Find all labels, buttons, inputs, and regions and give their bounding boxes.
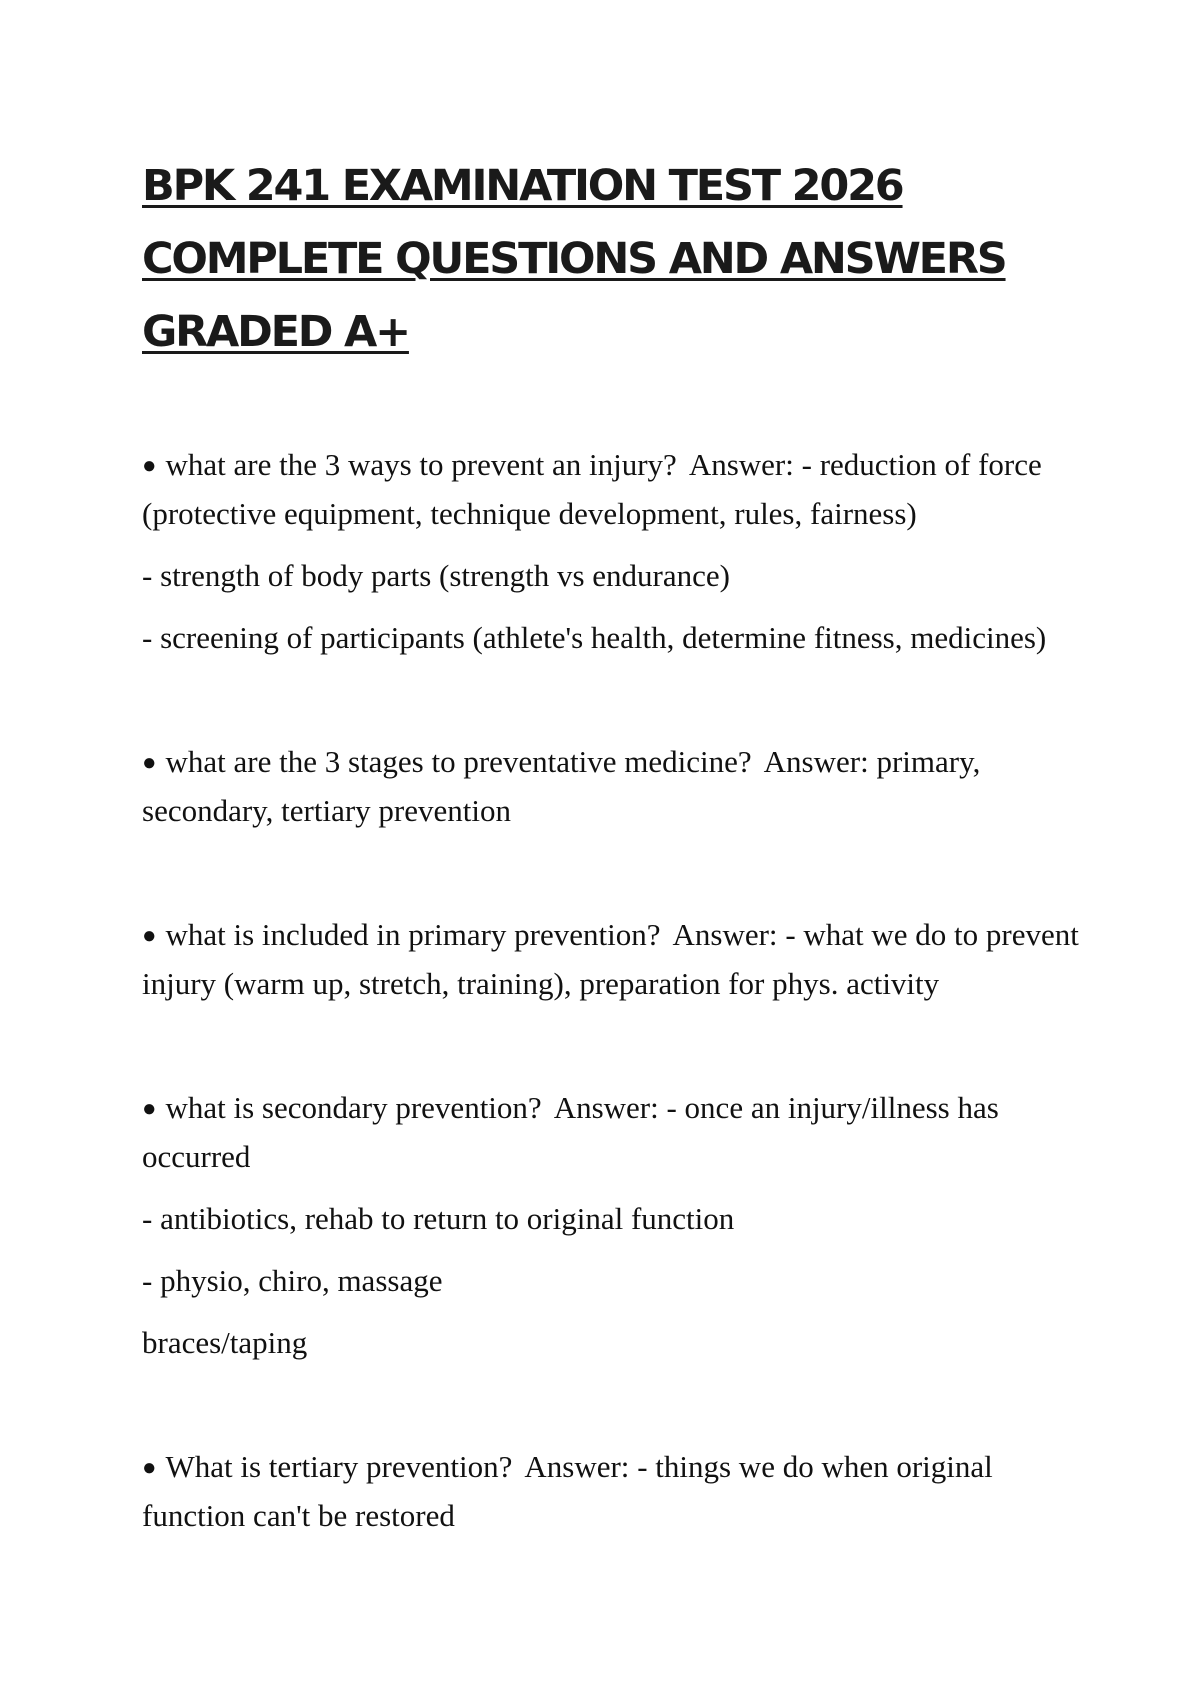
bullet-icon: ● — [142, 923, 157, 949]
qa-item — [142, 738, 1087, 834]
qa-item — [142, 441, 1087, 661]
bullet-icon: ● — [142, 1455, 157, 1481]
question-text: what is secondary prevention? — [165, 1090, 542, 1125]
bullet-icon: ● — [142, 750, 157, 776]
question-text: What is tertiary prevention? — [165, 1449, 513, 1484]
question-text: what are the 3 stages to preventative medicine? — [165, 744, 752, 779]
answer-text: - things we do when original function can't be restored — [142, 1449, 993, 1533]
answer-text: - what we do to prevent injury (warm up, stretch, training), preparation for phys. activity — [142, 917, 1079, 1001]
question-text: what is included in primary prevention? — [165, 917, 661, 952]
answer-line: - antibiotics, rehab to return to original function — [142, 1201, 735, 1236]
qa-list — [142, 441, 1087, 1616]
qa-question-line — [142, 441, 1087, 537]
document-title: BPK 241 EXAMINATION TEST 2026 COMPLETE QUESTIONS AND ANSWERS GRADED A+ — [142, 161, 1006, 357]
answer-line: - physio, chiro, massage — [142, 1263, 443, 1298]
answer-label: Answer: — [672, 917, 778, 952]
qa-item — [142, 911, 1087, 1007]
answer-label: Answer: — [553, 1090, 659, 1125]
answer-label: Answer: — [763, 744, 869, 779]
bullet-icon: ● — [142, 1096, 157, 1122]
bullet-icon: ● — [142, 453, 157, 479]
qa-question-line — [142, 911, 1087, 1007]
qa-question-line — [142, 1443, 1087, 1539]
answer-line: - screening of participants (athlete's health, determine fitness, medicines) — [142, 620, 1047, 655]
qa-question-line — [142, 738, 1087, 834]
answer-label: Answer: — [524, 1449, 630, 1484]
qa-question-line — [142, 1084, 1087, 1180]
answer-label: Answer: — [688, 447, 794, 482]
answer-line: braces/taping — [142, 1325, 308, 1360]
question-text: what are the 3 ways to prevent an injury? — [165, 447, 677, 482]
answer-text: - once an injury/illness has occurred — [142, 1090, 999, 1174]
answer-text: - reduction of force (protective equipment, technique development, rules, fairness) — [142, 447, 1042, 531]
qa-item — [142, 1443, 1087, 1539]
answer-line: - strength of body parts (strength vs endurance) — [142, 558, 730, 593]
qa-item — [142, 1084, 1087, 1366]
answer-text: primary, secondary, tertiary prevention — [142, 744, 981, 828]
